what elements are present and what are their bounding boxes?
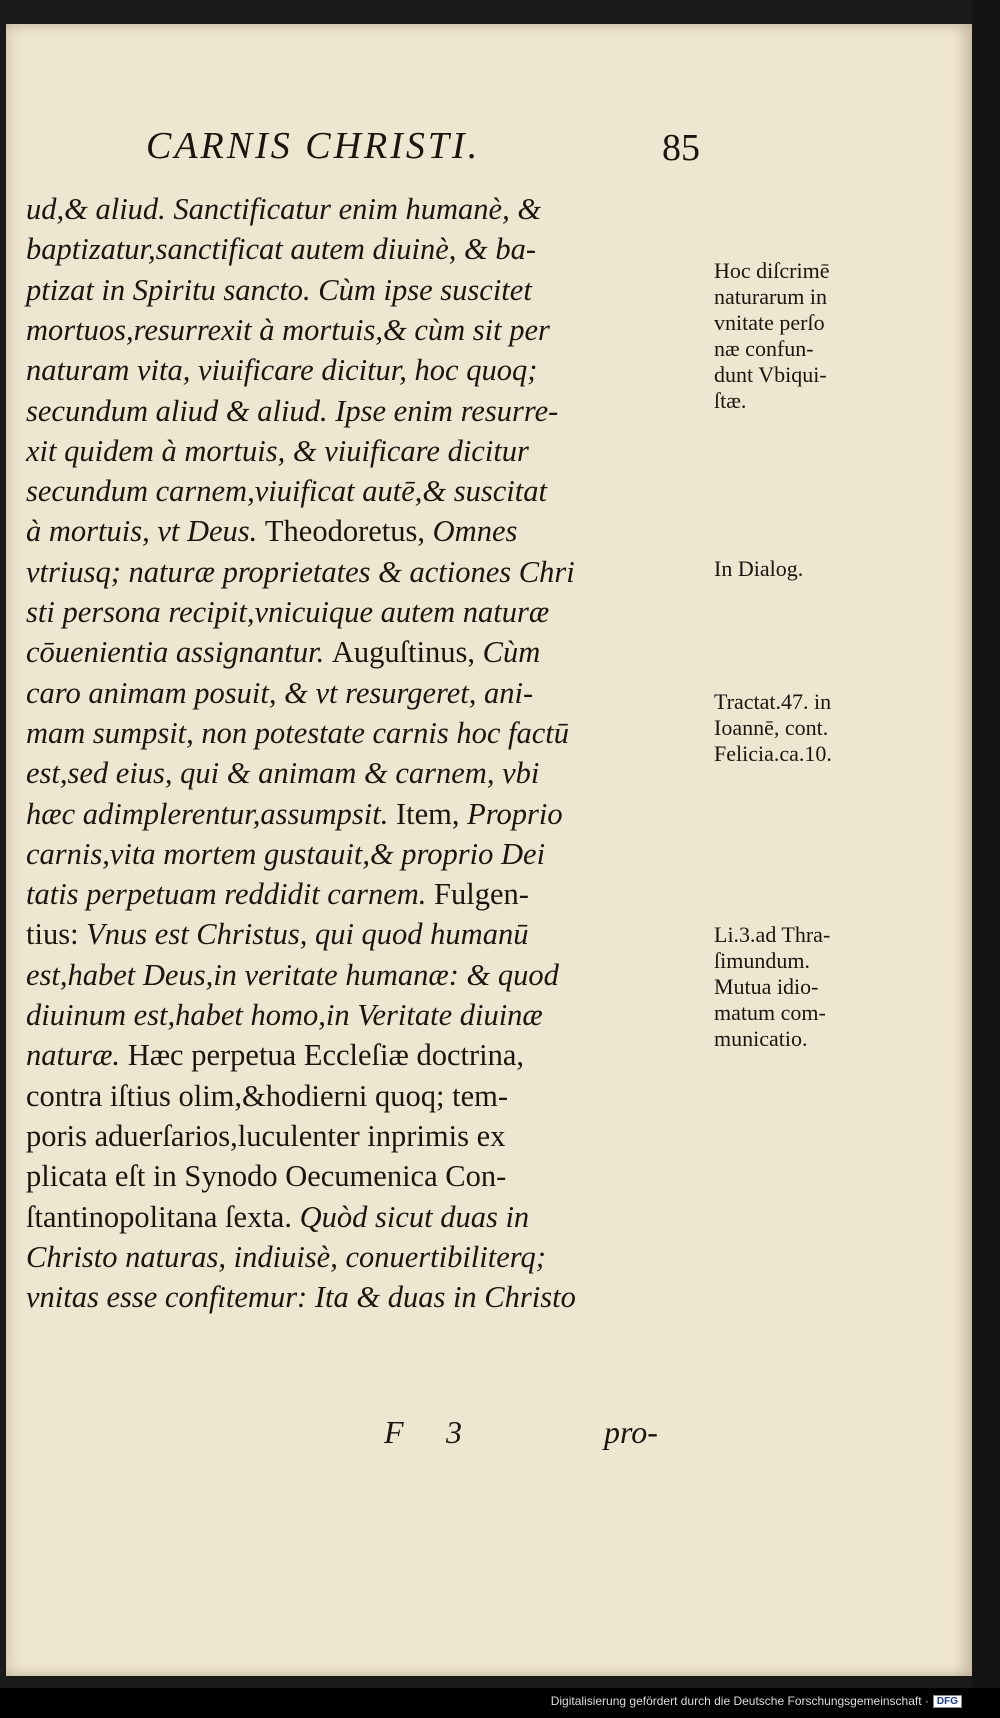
text-segment: diuinum est,habet homo,in Veritate diuinæ (26, 998, 543, 1032)
text-segment: ſtantinopolitana ſexta. (26, 1199, 300, 1234)
text-line (26, 433, 529, 468)
dfg-logo: DFG (933, 1695, 962, 1708)
text-segment: hæc adimplerentur,assumpsit. (26, 796, 396, 831)
text-segment: carnis,vita mortem gustauit,& proprio Dei (26, 836, 546, 871)
text-line (26, 1118, 506, 1153)
text-line (26, 1199, 530, 1234)
text-segment: mortuos,resurrexit à mortuis,& cùm sit per (26, 312, 550, 347)
text-line (26, 637, 540, 668)
credit-text: Digitalisierung gefördert durch die Deutsche Forschungsgemeinschaft · (550, 1694, 929, 1708)
text-segment: xit quidem à mortuis, & viuificare dicitur (26, 433, 529, 468)
text-line (26, 234, 536, 265)
text-segment: Auguſtinus, (331, 635, 483, 670)
text-segment: plicata eſt in Synodo Oecumenica Con- (26, 1159, 507, 1194)
text-segment: Proprio (467, 796, 563, 831)
text-line (26, 796, 563, 831)
text-line (26, 758, 539, 789)
text-segment: cōuenientia assignantur. (26, 635, 332, 670)
text-line (26, 715, 570, 750)
text-line (26, 476, 547, 507)
text-segment: Item, (395, 796, 468, 831)
text-line (26, 1000, 543, 1031)
text-line (26, 836, 546, 871)
marginal-note: Li.3.ad Thra- ſimundum. Mutua idio- matum com- municatio. (714, 922, 831, 1051)
text-line (26, 554, 575, 589)
text-segment: poris aduerſarios,luculenter inprimis ex (26, 1118, 506, 1153)
text-line (26, 1239, 546, 1274)
text-segment: à mortuis, vt Deus. (26, 514, 265, 549)
text-line (26, 1078, 508, 1113)
text-segment: contra iſtius olim,&hodierni quoq; tem- (26, 1078, 508, 1113)
book-page (6, 24, 972, 1676)
text-line (26, 919, 528, 950)
text-segment: ptizat in Spiritu sancto. Cùm ipse suscitet (26, 272, 532, 307)
text-segment: naturam vita, viuificare dicitur, hoc quoq; (26, 353, 538, 388)
signature-mark: F (384, 1414, 404, 1450)
catchword: pro- (604, 1414, 658, 1450)
running-head: CARNIS CHRISTI. (146, 125, 481, 167)
text-segment: Hæc perpetua Eccleſiæ doctrina, (127, 1038, 525, 1073)
text-segment: baptizatur,sanctificat autem diuinè, & ba- (26, 232, 536, 267)
text-segment: vnitas esse confitemur: Ita & duas in Christo (26, 1280, 576, 1315)
marginal-note: In Dialog. (714, 556, 804, 581)
text-line (26, 194, 541, 225)
marginal-note: Tractat.47. in Ioannē, cont. Felicia.ca.10. (714, 689, 832, 766)
text-line (26, 675, 534, 710)
text-line (26, 597, 549, 628)
text-segment: Quòd sicut duas in (299, 1199, 530, 1234)
text-line (26, 393, 559, 428)
text-segment: secundum carnem,viuificat autē,& suscitat (26, 474, 547, 509)
text-segment: vtriusq; naturæ proprietates & actiones Chri (26, 554, 575, 589)
text-segment: secundum aliud & aliud. Ipse enim resurre- (26, 393, 559, 428)
text-segment: Omnes (432, 514, 518, 549)
text-segment: tatis perpetuam reddidit carnem. (26, 877, 435, 912)
text-line (26, 879, 529, 910)
text-line (26, 516, 517, 547)
text-line (26, 1040, 524, 1071)
text-segment: Christo naturas, indiuisè, conuertibiliterq; (26, 1239, 546, 1274)
text-segment: est,sed eius, qui & animam & carnem, vbi (26, 756, 540, 791)
marginal-note: Hoc diſcrimē naturarum in vnitate perſo næ confun- dunt Vbiqui- ſtæ. (714, 258, 830, 413)
text-segment: tius: (26, 917, 87, 952)
text-segment: Theodoretus, (264, 514, 433, 549)
text-segment: Fulgen- (434, 877, 529, 912)
signature-number: 3 (446, 1414, 462, 1450)
text-segment: Vnus est Christus, qui quod humanū (86, 917, 529, 952)
text-segment: caro animam posuit, & vt resurgeret, ani- (26, 675, 534, 710)
text-segment: est,habet Deus,in veritate humanæ: & quod (26, 957, 559, 992)
text-segment: naturæ. (26, 1038, 128, 1073)
scan-edge (972, 0, 1000, 1688)
text-line (26, 355, 537, 386)
page-number: 85 (662, 127, 700, 169)
text-segment: mam sumpsit, non potestate carnis hoc factū (26, 715, 570, 750)
text-segment: Cùm (482, 635, 541, 670)
text-line (26, 272, 532, 307)
text-segment: ud,& aliud. Sanctificatur enim humanè, & (26, 192, 542, 226)
text-line (26, 957, 559, 992)
text-segment: sti persona recipit,vnicuique autem naturæ (26, 595, 550, 629)
digitization-credit (551, 1694, 962, 1708)
text-line (26, 1282, 576, 1313)
text-line (26, 1161, 506, 1192)
text-line (26, 312, 550, 347)
